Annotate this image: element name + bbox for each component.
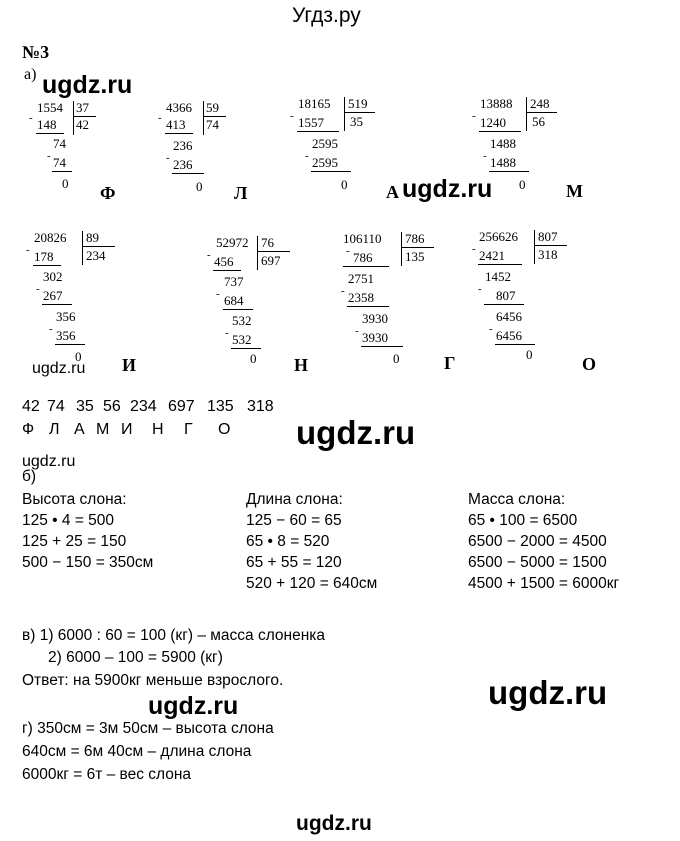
remainder: 0: [526, 347, 533, 362]
height-column: [22, 489, 153, 573]
step: 456: [214, 254, 234, 269]
cipher-letter: Н: [294, 355, 309, 375]
quotient: 74: [206, 117, 219, 132]
step: 236: [173, 138, 193, 153]
watermark: ugdz.ru: [22, 453, 76, 470]
step: 1240: [480, 115, 506, 130]
quotient: 135: [405, 249, 425, 264]
dividend: 18165: [298, 96, 331, 111]
step: 236: [173, 157, 193, 172]
part-g-line: 640см = 6м 40см – длина слона: [22, 743, 252, 760]
divisor: 248: [530, 96, 550, 111]
cipher-letter: О: [582, 354, 597, 374]
step: 413: [166, 117, 186, 132]
dividend: 13888: [480, 96, 513, 111]
divisor: 37: [76, 100, 89, 115]
step: 2751: [348, 271, 374, 286]
quotient: 56: [532, 114, 545, 129]
remainder: 0: [341, 177, 348, 192]
calc-line: 125 • 4 = 500: [22, 512, 115, 529]
column-title: Длина слона:: [246, 491, 343, 508]
dividend: 20826: [34, 230, 67, 245]
quotient: 35: [350, 114, 363, 129]
step: 1488: [490, 155, 516, 170]
step: 2421: [479, 248, 505, 263]
length-column: [246, 489, 377, 594]
watermark: ugdz.ru: [488, 674, 608, 711]
step: 6456: [496, 328, 522, 343]
step: 267: [43, 288, 63, 303]
calc-line: 65 + 55 = 120: [246, 554, 342, 571]
cipher-letter: Ф: [100, 183, 116, 203]
calc-line: 65 • 100 = 6500: [468, 512, 578, 529]
step: 1488: [490, 136, 516, 151]
part-b-label: б): [22, 468, 37, 485]
step: 302: [43, 269, 63, 284]
cipher-letter: М: [566, 181, 583, 201]
part-v-line: 2) 6000 – 100 = 5900 (кг): [48, 649, 223, 666]
cipher-letter: Л: [234, 183, 248, 203]
part-v-line: в) 1) 6000 : 60 = 100 (кг) – масса слоненка: [22, 627, 326, 644]
step: 356: [56, 309, 76, 324]
cipher-letter: Г: [444, 353, 456, 373]
step: 2595: [312, 155, 338, 170]
calc-line: 125 − 60 = 65: [246, 512, 342, 529]
part-g-line: 6000кг = 6т – вес слона: [22, 766, 192, 783]
dividend: 4366: [166, 100, 192, 115]
calc-line: 6500 − 5000 = 1500: [468, 554, 607, 571]
watermark: ugdz.ru: [296, 414, 416, 451]
step: 737: [224, 274, 244, 289]
remainder: 0: [250, 351, 257, 366]
divisor: 786: [405, 231, 425, 246]
column-title: Высота слона:: [22, 491, 127, 508]
calc-line: 6500 − 2000 = 4500: [468, 533, 607, 550]
step: 2358: [348, 290, 374, 305]
task-number: №3: [22, 42, 50, 62]
dividend: 106110: [343, 231, 382, 246]
quotient: 697: [261, 253, 281, 268]
column-title: Масса слона:: [468, 491, 566, 508]
quotient: 318: [538, 247, 558, 262]
divisor: 76: [261, 235, 274, 250]
dividend: 52972: [216, 235, 249, 250]
step: 3930: [362, 330, 388, 345]
dividend: 256626: [479, 229, 518, 244]
remainder: 0: [196, 179, 203, 194]
calc-line: 520 + 120 = 640см: [246, 575, 378, 592]
part-a-label: а): [24, 66, 37, 83]
calc-line: 125 + 25 = 150: [22, 533, 127, 550]
watermark: ugdz.ru: [402, 175, 493, 203]
divisor: 519: [348, 96, 368, 111]
calc-line: 65 • 8 = 520: [246, 533, 330, 550]
answer-line: Ответ: на 5900кг меньше взрослого.: [22, 672, 284, 689]
site-title: Угдз.ру: [292, 4, 361, 27]
quotient: 42: [76, 117, 89, 132]
remainder: 0: [62, 176, 69, 191]
step: 3930: [362, 311, 388, 326]
step: 1557: [298, 115, 324, 130]
step: 356: [56, 328, 76, 343]
watermark: ugdz.ru: [148, 692, 239, 720]
remainder: 0: [393, 351, 400, 366]
remainder: 0: [519, 177, 526, 192]
watermark: ugdz.ru: [296, 812, 372, 835]
step: 2595: [312, 136, 338, 151]
quotient: 234: [86, 248, 106, 263]
divisor: 59: [206, 100, 219, 115]
divisor: 807: [538, 229, 558, 244]
step: 6456: [496, 309, 522, 324]
cipher-letter: И: [122, 355, 137, 375]
cipher-letter: А: [386, 182, 399, 202]
calc-line: 500 − 150 = 350см: [22, 554, 154, 571]
step: 532: [232, 313, 252, 328]
step: 74: [53, 155, 66, 170]
step: 807: [496, 288, 516, 303]
calc-line: 4500 + 1500 = 6000кг: [468, 575, 620, 592]
step: 178: [34, 249, 54, 264]
step: 74: [53, 136, 66, 151]
watermark: ugdz.ru: [32, 360, 86, 377]
remainder: 0: [75, 349, 82, 364]
step: 148: [37, 117, 57, 132]
dividend: 1554: [37, 100, 63, 115]
part-g-line: г) 350см = 3м 50см – высота слона: [22, 720, 274, 737]
watermark: ugdz.ru: [42, 71, 133, 99]
step: 684: [224, 293, 244, 308]
step: 532: [232, 332, 252, 347]
step: 1452: [485, 269, 511, 284]
mass-column: [468, 489, 619, 594]
divisor: 89: [86, 230, 99, 245]
step: 786: [353, 250, 373, 265]
